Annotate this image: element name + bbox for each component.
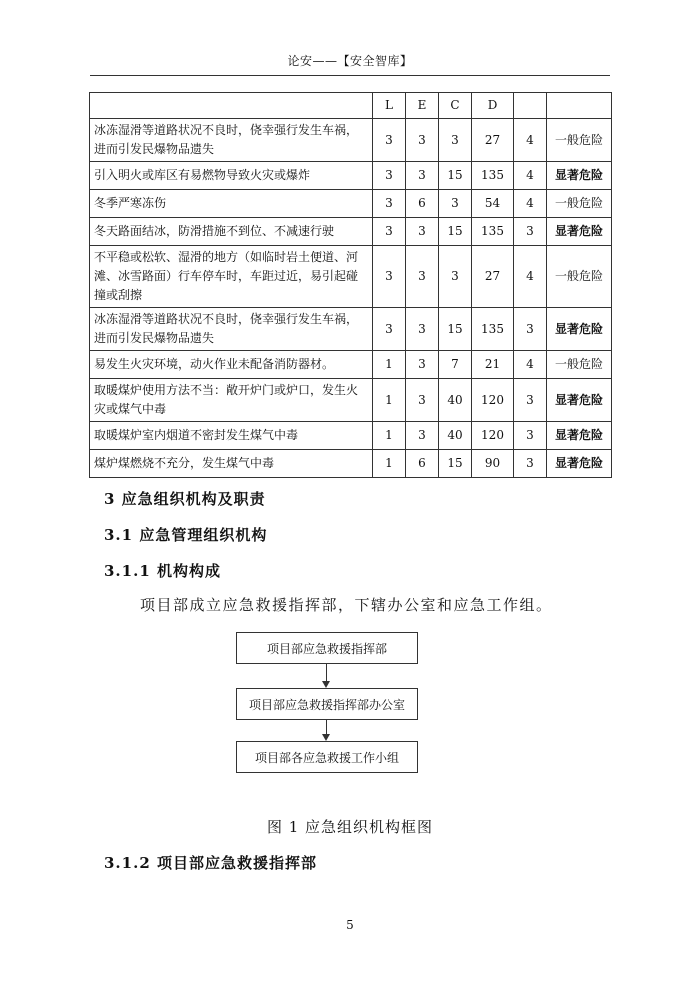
value-e: 3 <box>406 119 439 162</box>
flowchart-box-workgroups: 项目部各应急救援工作小组 <box>236 741 418 773</box>
value-d: 54 <box>472 190 514 218</box>
table-row <box>90 119 612 162</box>
risk-result: 显著危险 <box>547 162 612 190</box>
value-l: 3 <box>373 246 406 308</box>
value-c: 7 <box>439 351 472 379</box>
risk-level: 4 <box>514 246 547 308</box>
hazard-description: 煤炉煤燃烧不充分，发生煤气中毒 <box>90 450 373 478</box>
hazard-description: 取暖煤炉室内烟道不密封发生煤气中毒 <box>90 422 373 450</box>
hazard-description: 冰冻湿滑等道路状况不良时，侥幸强行发生车祸，进而引发民爆物品遗失 <box>90 308 373 351</box>
value-c: 40 <box>439 422 472 450</box>
value-l: 1 <box>373 422 406 450</box>
value-l: 1 <box>373 351 406 379</box>
value-e: 3 <box>406 308 439 351</box>
section-heading-3-1-1: 3.1.1 机构构成 <box>104 562 221 580</box>
hazard-description: 冬天路面结冰，防滑措施不到位、不减速行驶 <box>90 218 373 246</box>
value-d: 120 <box>472 379 514 422</box>
header-cell: C <box>439 93 472 119</box>
header-cell <box>547 93 612 119</box>
flowchart-connector <box>326 664 327 682</box>
page-number: 5 <box>346 918 354 932</box>
value-e: 3 <box>406 379 439 422</box>
risk-result: 显著危险 <box>547 308 612 351</box>
hazard-description: 冬季严寒冻伤 <box>90 190 373 218</box>
header-cell <box>90 93 373 119</box>
page-header: 论安——【安全智库】 <box>287 54 413 68</box>
value-e: 6 <box>406 190 439 218</box>
section-heading-3-1-2: 3.1.2 项目部应急救援指挥部 <box>104 854 317 872</box>
table-row <box>90 422 612 450</box>
value-c: 40 <box>439 379 472 422</box>
figure-caption: 图 1 应急组织机构框图 <box>266 818 434 836</box>
hazard-description: 冰冻湿滑等道路状况不良时，侥幸强行发生车祸，进而引发民爆物品遗失 <box>90 119 373 162</box>
value-l: 1 <box>373 450 406 478</box>
risk-level: 3 <box>514 379 547 422</box>
value-c: 15 <box>439 218 472 246</box>
header-cell: D <box>472 93 514 119</box>
value-l: 1 <box>373 379 406 422</box>
value-l: 3 <box>373 162 406 190</box>
value-d: 27 <box>472 119 514 162</box>
header-cell: E <box>406 93 439 119</box>
value-d: 120 <box>472 422 514 450</box>
value-d: 135 <box>472 218 514 246</box>
hazard-description: 易发生火灾环境，动火作业未配备消防器材。 <box>90 351 373 379</box>
table-row <box>90 162 612 190</box>
value-e: 3 <box>406 422 439 450</box>
header-rule <box>90 75 610 76</box>
arrow-down-icon <box>322 734 330 741</box>
table-row <box>90 190 612 218</box>
header-cell <box>514 93 547 119</box>
value-d: 135 <box>472 308 514 351</box>
value-e: 3 <box>406 162 439 190</box>
risk-assessment-table <box>89 92 612 478</box>
risk-level: 4 <box>514 119 547 162</box>
value-l: 3 <box>373 119 406 162</box>
risk-result: 一般危险 <box>547 246 612 308</box>
value-d: 27 <box>472 246 514 308</box>
risk-result: 显著危险 <box>547 422 612 450</box>
header-cell: L <box>373 93 406 119</box>
hazard-description: 不平稳或松软、湿滑的地方（如临时岩土便道、河滩、冰雪路面）行车停车时，车距过近，易引起碰撞或刮擦 <box>90 246 373 308</box>
value-c: 3 <box>439 190 472 218</box>
risk-level: 3 <box>514 422 547 450</box>
flowchart-box-command: 项目部应急救援指挥部 <box>236 632 418 664</box>
value-e: 3 <box>406 218 439 246</box>
flowchart-box-office: 项目部应急救援指挥部办公室 <box>236 688 418 720</box>
value-c: 15 <box>439 162 472 190</box>
risk-result: 显著危险 <box>547 218 612 246</box>
value-c: 3 <box>439 119 472 162</box>
hazard-description: 取暖煤炉使用方法不当：敞开炉门或炉口，发生火灾或煤气中毒 <box>90 379 373 422</box>
value-e: 3 <box>406 246 439 308</box>
value-d: 21 <box>472 351 514 379</box>
risk-level: 4 <box>514 190 547 218</box>
flowchart-connector <box>326 720 327 735</box>
value-c: 15 <box>439 308 472 351</box>
value-d: 135 <box>472 162 514 190</box>
risk-level: 3 <box>514 308 547 351</box>
risk-level: 4 <box>514 351 547 379</box>
risk-result: 显著危险 <box>547 379 612 422</box>
risk-level: 3 <box>514 450 547 478</box>
table-row <box>90 308 612 351</box>
table-row <box>90 379 612 422</box>
table-row <box>90 450 612 478</box>
risk-result: 显著危险 <box>547 450 612 478</box>
value-l: 3 <box>373 308 406 351</box>
value-c: 3 <box>439 246 472 308</box>
value-e: 6 <box>406 450 439 478</box>
value-c: 15 <box>439 450 472 478</box>
risk-level: 4 <box>514 162 547 190</box>
value-l: 3 <box>373 218 406 246</box>
table-row <box>90 351 612 379</box>
table-header-row <box>90 93 612 119</box>
risk-level: 3 <box>514 218 547 246</box>
hazard-description: 引入明火或库区有易燃物导致火灾或爆炸 <box>90 162 373 190</box>
body-paragraph: 项目部成立应急救援指挥部，下辖办公室和应急工作组。 <box>140 596 553 614</box>
section-heading-3: 3 应急组织机构及职责 <box>104 490 266 508</box>
value-d: 90 <box>472 450 514 478</box>
table-row <box>90 246 612 308</box>
value-e: 3 <box>406 351 439 379</box>
table-row <box>90 218 612 246</box>
risk-result: 一般危险 <box>547 351 612 379</box>
value-l: 3 <box>373 190 406 218</box>
risk-result: 一般危险 <box>547 190 612 218</box>
risk-result: 一般危险 <box>547 119 612 162</box>
arrow-down-icon <box>322 681 330 688</box>
section-heading-3-1: 3.1 应急管理组织机构 <box>104 526 268 544</box>
